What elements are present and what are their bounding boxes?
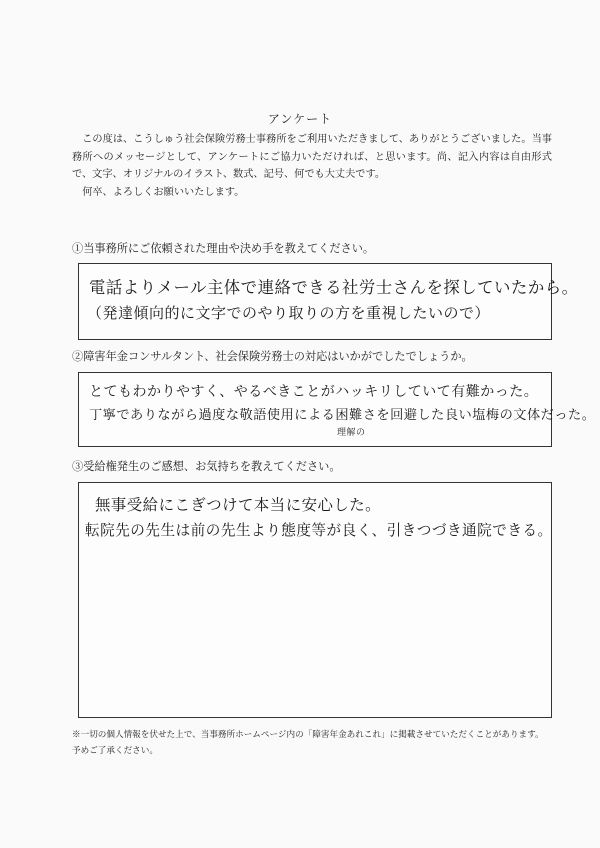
answer-1-line-1: 電話よりメール主体で連絡できる社労士さんを探していたから。 bbox=[89, 278, 579, 297]
intro-paragraph: この度は、こうしゅう社会保険労務士事務所をご利用いただきまして、ありがとうございました。当事務所へのメッセージとして、アンケートにご協力いただければ、と思います。尚、記入内容は自由形式で、文字、オリジナルのイラスト、数式、記号、何でも大丈夫です。 bbox=[72, 134, 552, 180]
answer-box-2[interactable] bbox=[78, 372, 596, 447]
question-3-label: ③受給権発生のご感想、お気持ちを教えてください。 bbox=[72, 460, 341, 473]
answer-box-3[interactable] bbox=[78, 482, 552, 718]
handwritten-annotation: 理解の bbox=[337, 428, 366, 438]
question-2-label: ②障害年金コンサルタント、社会保険労務士の対応はいかがでしたでしょうか。 bbox=[72, 350, 473, 363]
answer-3-line-2: 転院先の先生は前の先生より態度等が良く、引きつづき通院できる。 bbox=[85, 522, 553, 539]
answer-2-line-1: とてもわかりやすく、やるべきことがハッキリしていて有難かった。 bbox=[89, 384, 539, 400]
answer-3-line-1: 無事受給にこぎつけて本当に安心した。 bbox=[95, 496, 382, 514]
answer-2-line-2: 丁寧でありながら過度な敬語使用による困難さを回避した良い塩梅の文体だった。 bbox=[89, 408, 596, 423]
answer-box-1[interactable] bbox=[78, 263, 579, 340]
question-1-label: ①当事務所にご依頼された理由や決め手を教えてください。 bbox=[72, 242, 375, 255]
privacy-note: ※一切の個人情報を伏せた上で、当事務所ホームページ内の「障害年金あれこれ」に掲載させていただくことがあります。予めご了承ください。 bbox=[72, 730, 544, 756]
intro-text bbox=[72, 131, 552, 201]
intro-closing: 何卒、よろしくお願いいたします。 bbox=[82, 186, 245, 198]
answer-1-line-2: （発達傾向的に文字でのやり取りの方を重視したいので） bbox=[87, 304, 491, 322]
page-title: アンケート bbox=[267, 112, 333, 126]
